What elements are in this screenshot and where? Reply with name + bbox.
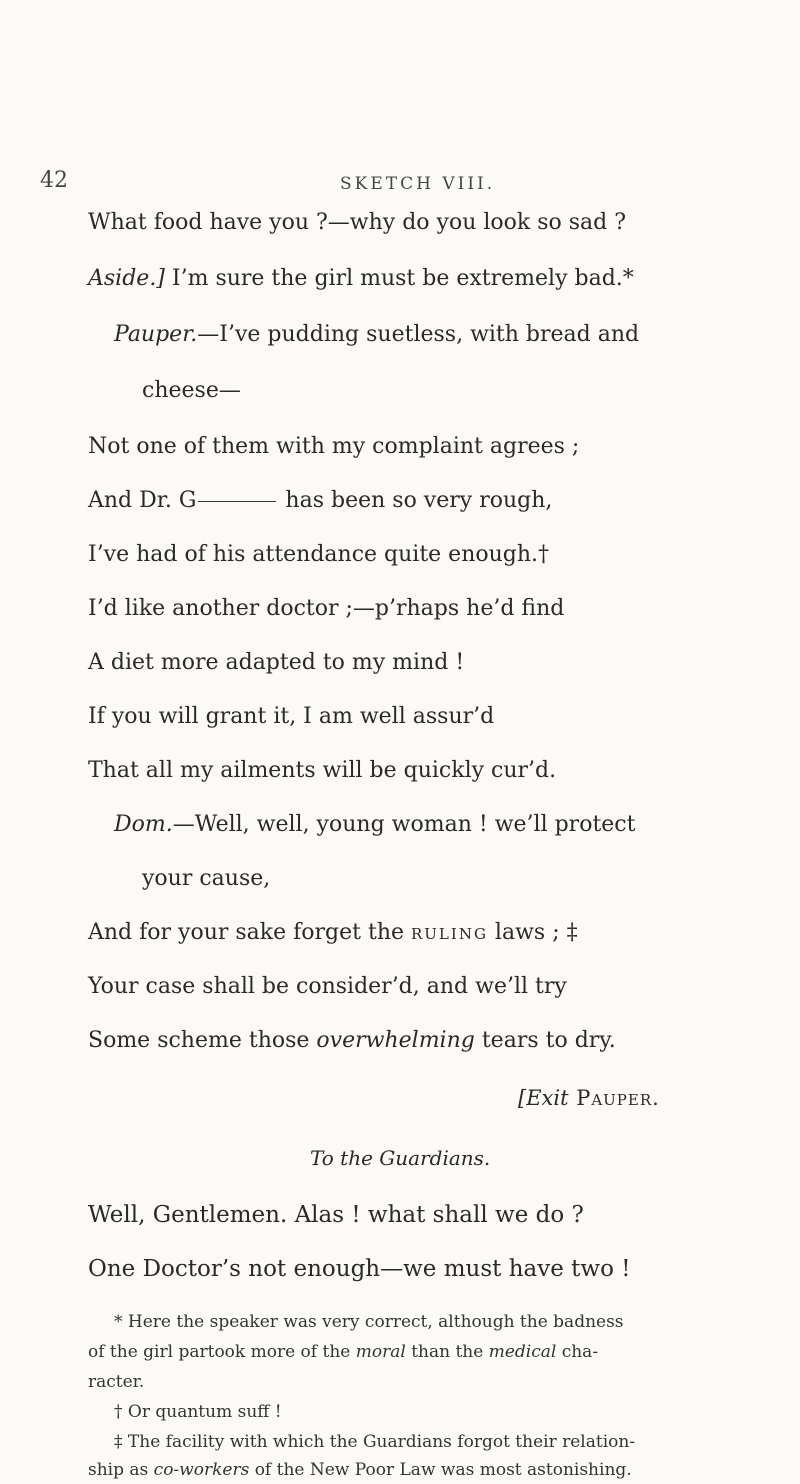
verse-line-12 xyxy=(114,814,635,836)
verse-line-6b: has been so very rough, xyxy=(278,488,553,513)
verse-line-10: If you will grant it, I am well assur’d xyxy=(88,704,495,729)
verse-line-7: I’ve had of his attendance quite enough.† xyxy=(88,542,550,567)
verse-line-9: A diet more adapted to my mind ! xyxy=(88,650,465,675)
verse-line-14c: laws ; ‡ xyxy=(487,920,578,945)
verse-line-5: Not one of them with my complaint agrees ; xyxy=(88,434,580,459)
exit-pauper: Pauper. xyxy=(568,1086,660,1110)
ruling-smallcaps: RULING xyxy=(411,925,488,943)
speaker-dom: Dom. xyxy=(114,812,173,837)
verse-line-15: Your case shall be consider’d, and we’ll try xyxy=(88,974,567,999)
footnote-3a: ‡ The facility with which the Guardians forgot their relation- xyxy=(114,1432,636,1452)
verse-line-16c: tears to dry. xyxy=(474,1028,616,1053)
footnote-moral: moral xyxy=(355,1342,406,1362)
exit-italic: [Exit xyxy=(518,1086,569,1110)
verse-line-18: One Doctor’s not enough—we must have two ! xyxy=(88,1256,631,1282)
verse-line-13: your cause, xyxy=(142,866,271,891)
verse-line-14 xyxy=(88,922,578,944)
stage-direction-aside: Aside.] xyxy=(88,266,165,291)
footnote-3b-pre: ship as xyxy=(88,1460,154,1480)
verse-line-16a: Some scheme those xyxy=(88,1028,317,1053)
footnote-1b-post: cha- xyxy=(556,1342,599,1362)
page-number: 42 xyxy=(40,168,68,193)
name-dash xyxy=(198,501,276,502)
footnote-1c: racter. xyxy=(88,1372,145,1392)
stage-direction-to-guardians: To the Guardians. xyxy=(310,1146,491,1170)
footnote-2: † Or quantum suff ! xyxy=(114,1402,282,1422)
verse-line-2 xyxy=(88,268,634,290)
footnote-1b-pre: of the girl partook more of the xyxy=(88,1342,356,1362)
footnote-medical: medical xyxy=(488,1342,557,1362)
verse-line-12-text: —Well, well, young woman ! we’ll protect xyxy=(172,812,636,837)
stage-direction-exit xyxy=(518,1088,660,1109)
overwhelming-italic: overwhelming xyxy=(316,1028,475,1053)
running-title: SKETCH VIII. xyxy=(340,174,496,194)
footnote-3b xyxy=(88,1462,632,1479)
speaker-pauper: Pauper. xyxy=(114,322,198,347)
verse-line-3-text: —I’ve pudding suetless, with bread and xyxy=(197,322,640,347)
verse-line-14a: And for your sake forget the xyxy=(88,920,411,945)
verse-line-4: cheese— xyxy=(142,378,241,403)
verse-line-17: Well, Gentlemen. Alas ! what shall we do ? xyxy=(88,1202,584,1228)
verse-line-1: What food have you ?—why do you look so sad ? xyxy=(88,210,627,235)
verse-line-16 xyxy=(88,1030,616,1052)
footnote-1b xyxy=(88,1344,598,1361)
footnote-co-workers: co-workers xyxy=(153,1460,250,1480)
verse-line-3 xyxy=(114,324,639,346)
footnote-1a: * Here the speaker was very correct, although the badness xyxy=(114,1312,624,1332)
verse-line-8: I’d like another doctor ;—p’rhaps he’d find xyxy=(88,596,565,621)
verse-line-2-text: I’m sure the girl must be extremely bad.* xyxy=(164,266,634,291)
verse-line-11: That all my ailments will be quickly cur’d. xyxy=(88,758,557,783)
footnote-1b-mid: than the xyxy=(405,1342,489,1362)
footnote-3b-post: of the New Poor Law was most astonishing. xyxy=(249,1460,632,1480)
verse-line-6a: And Dr. G xyxy=(88,488,197,513)
verse-line-6 xyxy=(88,490,552,512)
